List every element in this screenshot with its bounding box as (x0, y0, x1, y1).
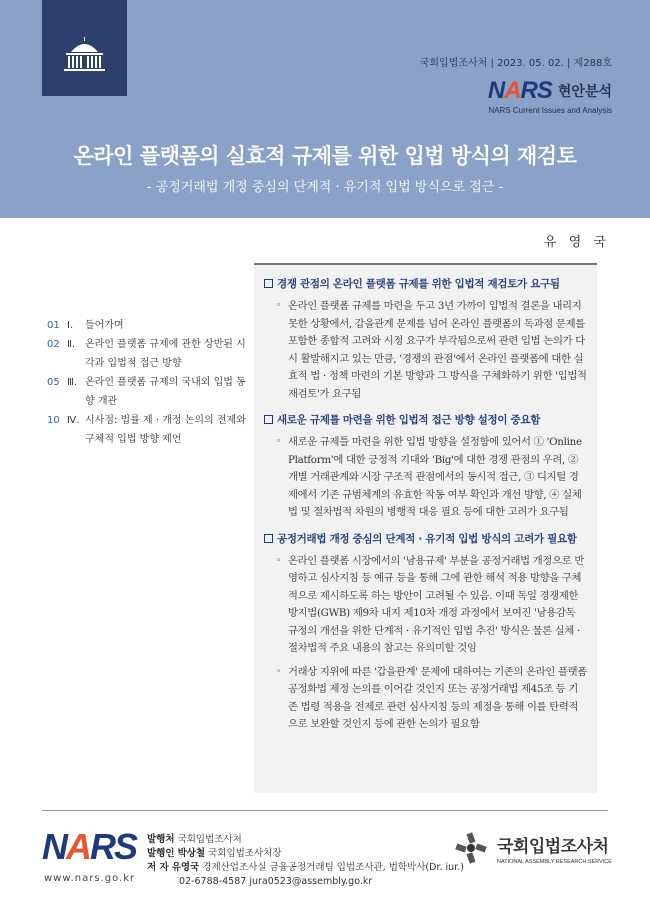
issuer-name: 박상철 (177, 848, 206, 859)
bullet-icon: ◦ (276, 301, 282, 311)
summary-paragraph (264, 434, 587, 522)
issuer-title: 국회입법조사처장 (208, 848, 282, 859)
brand-subtitle: NARS Current Issues and Analysis (488, 106, 612, 115)
brand-logo: NARS (487, 77, 552, 104)
issue-line: 국회입법조사처 | 2023. 05. 02. | 제288호 (419, 58, 612, 69)
toc-label: 온라인 플랫폼 규제에 관한 상반된 시각과 입법적 접근 방향 (85, 339, 246, 369)
footer-author-name: 유영국 (171, 862, 200, 873)
toc-label: 시사점: 법률 제 · 개정 논의의 전제와 구체적 입법 방향 제언 (85, 415, 246, 445)
toc-page-number: 05 (47, 377, 60, 388)
summary-text: 거래상 지위에 따른 '갑을관계' 문제에 대하여는 기존의 온라인 플랫폼 공정화법 제정 논의를 이어갈 것인지 또는 공정거래법 제45조 등 기존 법령 적용을 전제로 관련 심사지침 등의 제정을 통해 이를 탄력적으로 보완할 것인지 등에 관한 논의가 필요함 (288, 665, 587, 730)
page-subtitle: - 공정거래법 개정 중심의 단계적 · 유기적 입법 방식으로 접근 - (146, 180, 504, 195)
toc-label: 온라인 플랫폼 규제의 국내외 입법 동향 개관 (85, 377, 246, 407)
org-name-kr: 국회입법조사처 (497, 836, 609, 857)
table-of-contents (47, 316, 247, 449)
toc-label: 들어가며 (85, 320, 124, 331)
summary-section (264, 276, 587, 403)
toc-item[interactable] (47, 373, 247, 411)
summary-paragraph (264, 553, 587, 658)
footer-url[interactable]: www.nars.go.kr (44, 873, 136, 884)
summary-section (264, 412, 587, 522)
bullet-icon: ◦ (276, 437, 282, 447)
summary-text: 새로운 규제틀 마련을 위한 입법 방향을 설정함에 있어서 ① 'Online Platform'에 대한 긍정적 기대와 'Big'에 대한 경쟁 관점의 우려, ② 개별 거래관계와 시장 구조적 관점에서의 동시적 접근, ③ 디지털 경제에서 기존 규범체계의 유효한 작동 여부 확인과 개선 방향, ④ 실체법 및 절차법적 차원의 병행적 대응 필요 등에 대한 고려가 요구됨 (288, 436, 582, 518)
checkbox-square-icon (264, 534, 273, 543)
summary-section (264, 531, 587, 734)
brand-block (488, 77, 612, 115)
summary-paragraph (264, 298, 587, 403)
nars-emblem-icon (453, 830, 489, 866)
publisher: 국회입법조사처 (177, 834, 242, 845)
toc-roman-numeral: Ⅱ. (67, 339, 76, 350)
toc-item[interactable] (47, 411, 247, 449)
national-assembly-building-icon (42, 0, 127, 96)
footer-publication-info (147, 833, 464, 889)
author-name: 유 영 국 (544, 235, 610, 250)
summary-text: 온라인 플랫폼 시장에서의 '남용규제' 부분을 공정거래법 개정으로 반영하고 심사지침 등 예규 등을 통해 그에 관한 해석 적용 방향을 구체적으로 제시하도록 하는 방안이 고려될 수 있음. 이때 독일 경쟁제한방지법(GWB) 제9차 내지 제10차 개정 과정에서 보여진 '남용감독 규정의 개선을 위한 단계적 · 유기적인 입법 추진' 방식은 물론 실체 · 절차법적 주요 내용의 참고는 유의미할 것임 (288, 554, 584, 654)
publisher-label: 발행처 (147, 834, 175, 845)
footer-org (453, 830, 612, 866)
footer-divider (42, 810, 608, 811)
checkbox-square-icon (264, 279, 273, 288)
bullet-icon: ◦ (276, 666, 282, 677)
header-band (0, 0, 650, 218)
org-name-en: NATIONAL ASSEMBLY RESEARCH SERVICE (497, 858, 612, 865)
brand-title: 현안분석 (557, 84, 612, 100)
summary-box (254, 263, 597, 793)
checkbox-square-icon (264, 415, 273, 424)
bullet-icon: ◦ (276, 555, 282, 566)
toc-roman-numeral: Ⅰ. (67, 320, 74, 331)
toc-item[interactable] (47, 316, 247, 335)
toc-page-number: 01 (47, 320, 60, 331)
section-heading: 경쟁 관점의 온라인 플랫폼 규제를 위한 입법적 재검토가 요구됨 (277, 278, 560, 290)
footer-author-title: 경제산업조사실 금융공정거래팀 입법조사관, 법학박사(Dr. iur.) (202, 862, 464, 873)
issuer-label: 발행인 (147, 848, 175, 859)
logo-box (42, 0, 127, 96)
toc-page-number: 10 (47, 415, 60, 426)
section-heading: 새로운 규제틀 마련을 위한 입법적 접근 방향 설정이 중요함 (277, 414, 541, 426)
contact-info: 02-6788-4587 jura0523@assembly.go.kr (179, 876, 373, 887)
summary-paragraph (264, 664, 587, 734)
footer-logo: NARS (42, 826, 137, 867)
toc-roman-numeral: Ⅳ. (67, 415, 80, 426)
toc-page-number: 02 (47, 339, 60, 350)
section-heading: 공정거래법 개정 중심의 단계적 · 유기적 입법 방식의 고려가 필요함 (277, 532, 577, 545)
summary-text: 온라인 플랫폼 규제를 마련을 두고 3년 가까이 입법적 결론을 내리지 못한 상황에서, 갑을관계 문제를 넘어 온라인 플랫폼의 독과점 문제를 포함한 종합적 고려와 시정 요구가 부각됨으로써 관련 입법 논의가 다시 활발해지고 있는 만큼, '경쟁의 관점'에서 온라인 플랫폼에 대한 실효적 법 · 정책 마련의 기본 방향과 그 방식을 구체화하기 위한 '입법적 재검토'가 요구됨 (288, 300, 587, 400)
toc-item[interactable] (47, 335, 247, 373)
toc-roman-numeral: Ⅲ. (67, 377, 78, 388)
page-title: 온라인 플랫폼의 실효적 규제를 위한 입법 방식의 재검토 (73, 144, 577, 168)
author-label: 저 자 (147, 862, 169, 873)
